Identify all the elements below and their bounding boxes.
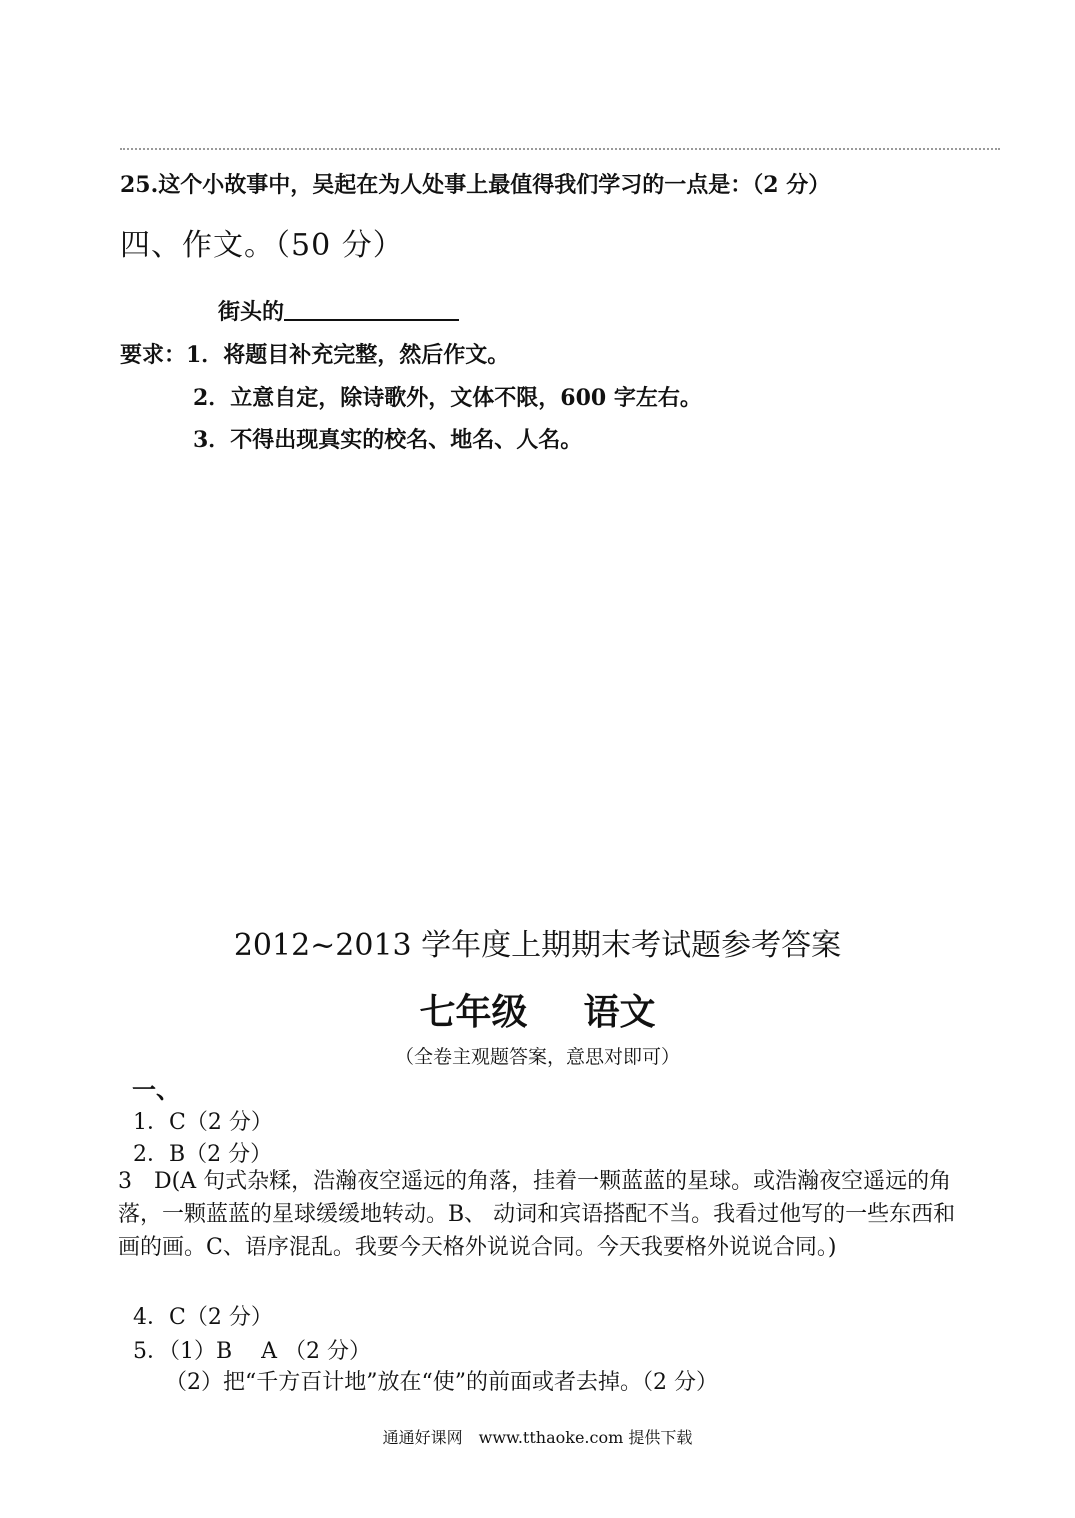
question-25: 25.这个小故事中，吴起在为人处事上最值得我们学习的一点是：（2 分） (120, 172, 831, 198)
requirement-2: 2．立意自定，除诗歌外，文体不限，600 字左右。 (193, 385, 702, 411)
answer-5-1: 5．（1）B A （2 分） (133, 1339, 372, 1364)
essay-topic (218, 295, 459, 326)
subject-label: 语文 (583, 991, 656, 1033)
answer-1: 1．C（2 分） (133, 1110, 273, 1135)
grade-label: 七年级 (419, 991, 528, 1033)
requirement-3: 3．不得出现真实的校名、地名、人名。 (193, 427, 583, 453)
section-4-heading: 四、作文。（50 分） (120, 228, 404, 263)
answer-5-2: （2）把“千方百计地”放在“使”的前面或者去掉。（2 分） (165, 1370, 718, 1395)
grade-subject-title (0, 984, 1075, 1035)
answer-3: 3 D(A 句式杂糅，浩瀚夜空遥远的角落，挂着一颗蓝蓝的星球。或浩瀚夜空遥远的角落，一颗蓝蓝的星球缓缓地转动。B、 动词和宾语搭配不当。我看过他写的一些东西和画的画。C、语序混乱。我要今天格外说说合同。今天我要格外说说合同。) (118, 1169, 956, 1260)
essay-topic-blank (284, 297, 459, 321)
essay-topic-text: 街头的 (218, 299, 285, 325)
answer-4: 4．C（2 分） (133, 1305, 273, 1330)
answer-note: （全卷主观题答案，意思对即可） (394, 1046, 680, 1068)
footer-credit: 通通好课网 www.tthaoke.com 提供下载 (382, 1428, 693, 1447)
dotted-separator (120, 148, 1000, 150)
requirement-1: 要求：1．将题目补充完整，然后作文。 (120, 342, 510, 368)
answer-title: 2012~2013 学年度上期期末考试题参考答案 (233, 928, 842, 963)
answer-2: 2．B（2 分） (133, 1142, 273, 1167)
part-1-heading: 一、 (132, 1075, 180, 1104)
